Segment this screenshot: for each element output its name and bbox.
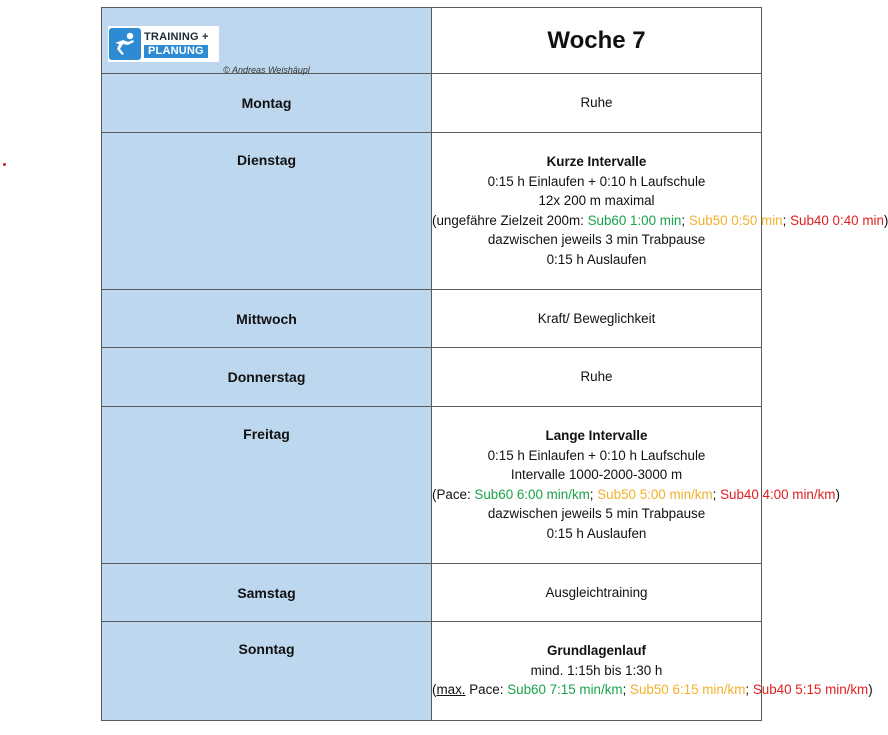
pace-line: (ungefähre Zielzeit 200m: Sub60 1:00 min; Sub50 0:50 min; Sub40 0:40 min) (432, 212, 888, 228)
day-content-freitag (432, 407, 840, 564)
day-label-donnerstag: Donnerstag (102, 348, 432, 407)
day-label-freitag: Freitag (102, 407, 432, 564)
pace-sub60: Sub60 1:00 min (587, 212, 682, 228)
pace-sub60: Sub60 6:00 min/km (474, 486, 590, 502)
day-content-sonntag (432, 622, 873, 721)
pace-line: (Pace: Sub60 6:00 min/km; Sub50 5:00 min/km; Sub40 4:00 min/km) (432, 486, 840, 502)
day-content-mittwoch: Kraft/ Beweglichkeit (432, 290, 762, 348)
workout-line: dazwischen jeweils 5 min Trabpause (487, 506, 706, 522)
day-row-freitag (102, 407, 762, 564)
day-content-donnerstag: Ruhe (432, 348, 762, 407)
pace-sub40: Sub40 4:00 min/km (720, 486, 836, 502)
training-planung-logo (108, 26, 219, 62)
day-content-samstag: Ausgleichtraining (432, 564, 762, 622)
workout-heading: Lange Intervalle (545, 428, 648, 443)
day-label-dienstag: Dienstag (102, 133, 432, 290)
day-row-donnerstag (102, 348, 762, 407)
day-content-dienstag (432, 133, 888, 290)
workout-line: 0:15 h Einlaufen + 0:10 h Laufschule (487, 447, 706, 463)
workout-line: dazwischen jeweils 3 min Trabpause (487, 232, 706, 248)
workout-line: 0:15 h Einlaufen + 0:10 h Laufschule (487, 173, 706, 189)
day-label-sonntag: Sonntag (102, 622, 432, 721)
week-title: Woche 7 (432, 8, 762, 74)
day-content-montag: Ruhe (432, 74, 762, 133)
red-marker-dot (3, 163, 6, 166)
day-row-dienstag (102, 133, 762, 290)
workout-heading: Grundlagenlauf (547, 643, 646, 658)
logo-cell (102, 8, 432, 74)
pace-max-label: max. (436, 682, 466, 698)
header-row (102, 8, 762, 74)
pace-sub40: Sub40 5:15 min/km (752, 682, 869, 698)
logo-word-planung: PLANUNG (144, 45, 208, 58)
workout-line: Intervalle 1000-2000-3000 m (510, 467, 683, 483)
workout-line: 0:15 h Auslaufen (546, 251, 647, 267)
logo-word-training: TRAINING + (144, 30, 209, 43)
pace-sub50: Sub50 6:15 min/km (630, 682, 746, 698)
author-credit: © Andreas Weishäupl (223, 65, 310, 75)
day-label-montag: Montag (102, 74, 432, 133)
day-label-samstag: Samstag (102, 564, 432, 622)
workout-line: mind. 1:15h bis 1:30 h (530, 662, 663, 678)
day-row-samstag (102, 564, 762, 622)
pace-sub50: Sub50 0:50 min (688, 212, 783, 228)
pace-sub40: Sub40 0:40 min (790, 212, 884, 228)
weekly-plan-table (101, 7, 888, 721)
day-row-mittwoch (102, 290, 762, 348)
day-row-sonntag (102, 622, 762, 721)
workout-line: 12x 200 m maximal (538, 193, 655, 209)
pace-sub50: Sub50 5:00 min/km (597, 486, 713, 502)
day-row-montag (102, 74, 762, 133)
pace-line: (max. Pace: Sub60 7:15 min/km; Sub50 6:15 min/km; Sub40 5:15 min/km) (432, 682, 873, 698)
runner-icon (109, 28, 141, 60)
workout-heading: Kurze Intervalle (546, 154, 647, 169)
pace-sub60: Sub60 7:15 min/km (507, 682, 623, 698)
day-label-mittwoch: Mittwoch (102, 290, 432, 348)
workout-line: 0:15 h Auslaufen (546, 525, 647, 541)
